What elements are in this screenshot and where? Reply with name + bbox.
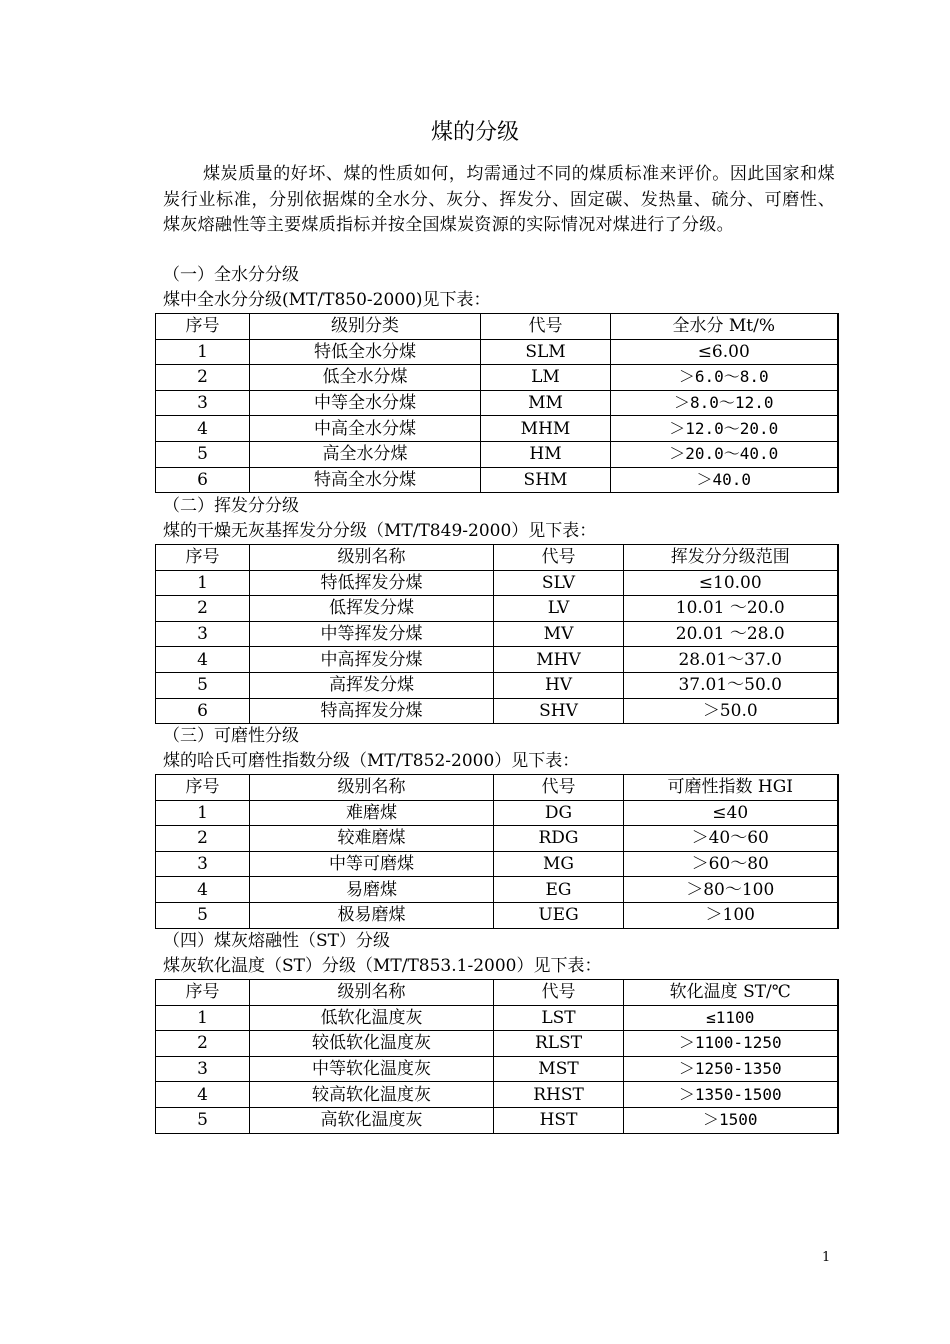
- intro-paragraph: 煤炭质量的好坏、煤的性质如何，均需通过不同的煤质标准来评价。因此国家和煤炭行业标准，分别依据煤的全水分、灰分、挥发分、固定碳、发热量、硫分、可磨性、煤灰熔融性等主要煤质指标并按全国煤炭资源的实际情况对煤进行了分级。: [163, 164, 835, 236]
- index-cell: 4: [156, 877, 250, 903]
- range-cell: ≤6.00: [611, 339, 838, 365]
- grade-cell: 难磨煤: [250, 800, 494, 826]
- table-row: [156, 1031, 838, 1057]
- grade-cell: 高全水分煤: [250, 441, 481, 467]
- range-cell: ≤40: [624, 800, 838, 826]
- code-cell: MV: [494, 621, 624, 647]
- grade-cell: 中高全水分煤: [250, 416, 481, 442]
- header-cell: 可磨性指数 HGI: [624, 775, 838, 801]
- grade-cell: 低挥发分煤: [250, 596, 494, 622]
- header-cell: 序号: [156, 980, 250, 1006]
- header-cell: 级别名称: [250, 775, 494, 801]
- table-header-row: [156, 775, 838, 801]
- table-row: [156, 1056, 838, 1082]
- header-cell: 挥发分分级范围: [624, 545, 838, 571]
- index-cell: 5: [156, 902, 250, 928]
- table-row: [156, 1107, 838, 1133]
- header-cell: 级别名称: [250, 545, 494, 571]
- section-heading-ash-fusion: （四）煤灰熔融性（ST）分级: [163, 931, 390, 951]
- code-cell: MST: [494, 1056, 624, 1082]
- header-cell: 级别分类: [250, 314, 481, 340]
- code-cell: SLV: [494, 570, 624, 596]
- range-cell: ≤1100: [624, 1005, 838, 1031]
- index-cell: 4: [156, 416, 250, 442]
- grade-cell: 低软化温度灰: [250, 1005, 494, 1031]
- table-row: [156, 570, 838, 596]
- table-row: [156, 1082, 838, 1108]
- range-cell: 28.01～37.0: [624, 647, 838, 673]
- header-cell: 代号: [494, 545, 624, 571]
- index-cell: 6: [156, 698, 250, 724]
- table-row: [156, 365, 838, 391]
- moisture-table: [155, 313, 839, 493]
- range-cell: 37.01～50.0: [624, 672, 838, 698]
- grade-cell: 特低全水分煤: [250, 339, 481, 365]
- table-header-row: [156, 314, 838, 340]
- index-cell: 2: [156, 1031, 250, 1057]
- table-row: [156, 851, 838, 877]
- section-heading-volatile: （二）挥发分分级: [163, 496, 299, 516]
- code-cell: HST: [494, 1107, 624, 1133]
- grade-cell: 中等软化温度灰: [250, 1056, 494, 1082]
- table-row: [156, 1005, 838, 1031]
- code-cell: RHST: [494, 1082, 624, 1108]
- table-row: [156, 902, 838, 928]
- grade-cell: 特高挥发分煤: [250, 698, 494, 724]
- grade-cell: 较低软化温度灰: [250, 1031, 494, 1057]
- index-cell: 3: [156, 390, 250, 416]
- range-cell: ＞50.0: [624, 698, 838, 724]
- index-cell: 5: [156, 1107, 250, 1133]
- table-row: [156, 390, 838, 416]
- grade-cell: 特低挥发分煤: [250, 570, 494, 596]
- header-cell: 全水分 Mt/%: [611, 314, 838, 340]
- grade-cell: 低全水分煤: [250, 365, 481, 391]
- range-cell: ＞40.0: [611, 467, 838, 493]
- code-cell: UEG: [494, 902, 624, 928]
- table-row: [156, 416, 838, 442]
- table-row: [156, 877, 838, 903]
- index-cell: 4: [156, 1082, 250, 1108]
- table-row: [156, 647, 838, 673]
- table-caption-ash-fusion: 煤灰软化温度（ST）分级（MT/T853.1-2000）见下表：: [163, 956, 602, 976]
- page-title: 煤的分级: [430, 120, 519, 145]
- index-cell: 6: [156, 467, 250, 493]
- table-row: [156, 800, 838, 826]
- table-caption-grindability: 煤的哈氏可磨性指数分级（MT/T852-2000）见下表：: [163, 751, 580, 771]
- table-header-row: [156, 545, 838, 571]
- header-cell: 序号: [156, 775, 250, 801]
- code-cell: EG: [494, 877, 624, 903]
- range-cell: ≤10.00: [624, 570, 838, 596]
- index-cell: 5: [156, 441, 250, 467]
- header-cell: 序号: [156, 314, 250, 340]
- header-cell: 级别名称: [250, 980, 494, 1006]
- code-cell: MHM: [481, 416, 611, 442]
- range-cell: ＞80～100: [624, 877, 838, 903]
- range-cell: ＞1250-1350: [624, 1056, 838, 1082]
- table-row: [156, 826, 838, 852]
- index-cell: 2: [156, 826, 250, 852]
- code-cell: LV: [494, 596, 624, 622]
- code-cell: DG: [494, 800, 624, 826]
- table-row: [156, 672, 838, 698]
- table-caption-moisture: 煤中全水分分级(MT/T850-2000)见下表：: [163, 290, 491, 310]
- section-heading-grindability: （三）可磨性分级: [163, 726, 299, 746]
- page-number: 1: [822, 1250, 831, 1265]
- index-cell: 2: [156, 365, 250, 391]
- grade-cell: 中等挥发分煤: [250, 621, 494, 647]
- table-row: [156, 339, 838, 365]
- range-cell: ＞40～60: [624, 826, 838, 852]
- index-cell: 3: [156, 621, 250, 647]
- range-cell: ＞8.0～12.0: [611, 390, 838, 416]
- header-cell: 代号: [481, 314, 611, 340]
- grade-cell: 较高软化温度灰: [250, 1082, 494, 1108]
- grade-cell: 中等全水分煤: [250, 390, 481, 416]
- code-cell: LM: [481, 365, 611, 391]
- range-cell: 10.01 ～20.0: [624, 596, 838, 622]
- header-cell: 代号: [494, 775, 624, 801]
- grade-cell: 高软化温度灰: [250, 1107, 494, 1133]
- grade-cell: 中等可磨煤: [250, 851, 494, 877]
- index-cell: 1: [156, 800, 250, 826]
- range-cell: ＞20.0～40.0: [611, 441, 838, 467]
- table-row: [156, 596, 838, 622]
- table-row: [156, 621, 838, 647]
- index-cell: 2: [156, 596, 250, 622]
- table-row: [156, 698, 838, 724]
- code-cell: HM: [481, 441, 611, 467]
- code-cell: SHV: [494, 698, 624, 724]
- range-cell: ＞1500: [624, 1107, 838, 1133]
- index-cell: 1: [156, 339, 250, 365]
- index-cell: 3: [156, 1056, 250, 1082]
- grade-cell: 极易磨煤: [250, 902, 494, 928]
- code-cell: MHV: [494, 647, 624, 673]
- grade-cell: 易磨煤: [250, 877, 494, 903]
- code-cell: HV: [494, 672, 624, 698]
- grade-cell: 特高全水分煤: [250, 467, 481, 493]
- range-cell: ＞100: [624, 902, 838, 928]
- code-cell: RLST: [494, 1031, 624, 1057]
- grade-cell: 中高挥发分煤: [250, 647, 494, 673]
- table-header-row: [156, 980, 838, 1006]
- index-cell: 5: [156, 672, 250, 698]
- code-cell: MM: [481, 390, 611, 416]
- code-cell: RDG: [494, 826, 624, 852]
- section-heading-moisture: （一）全水分分级: [163, 265, 299, 285]
- range-cell: 20.01 ～28.0: [624, 621, 838, 647]
- range-cell: ＞1350-1500: [624, 1082, 838, 1108]
- range-cell: ＞6.0～8.0: [611, 365, 838, 391]
- code-cell: MG: [494, 851, 624, 877]
- index-cell: 1: [156, 570, 250, 596]
- table-caption-volatile: 煤的干燥无灰基挥发分分级（MT/T849-2000）见下表：: [163, 521, 597, 541]
- table-row: [156, 441, 838, 467]
- header-cell: 序号: [156, 545, 250, 571]
- header-cell: 软化温度 ST/℃: [624, 980, 838, 1006]
- code-cell: LST: [494, 1005, 624, 1031]
- index-cell: 3: [156, 851, 250, 877]
- grindability-table: [155, 774, 839, 929]
- range-cell: ＞12.0～20.0: [611, 416, 838, 442]
- header-cell: 代号: [494, 980, 624, 1006]
- range-cell: ＞1100-1250: [624, 1031, 838, 1057]
- index-cell: 1: [156, 1005, 250, 1031]
- grade-cell: 高挥发分煤: [250, 672, 494, 698]
- ash-fusion-table: [155, 979, 839, 1134]
- table-row: [156, 467, 838, 493]
- range-cell: ＞60～80: [624, 851, 838, 877]
- code-cell: SLM: [481, 339, 611, 365]
- grade-cell: 较难磨煤: [250, 826, 494, 852]
- index-cell: 4: [156, 647, 250, 673]
- code-cell: SHM: [481, 467, 611, 493]
- volatile-table: [155, 544, 839, 724]
